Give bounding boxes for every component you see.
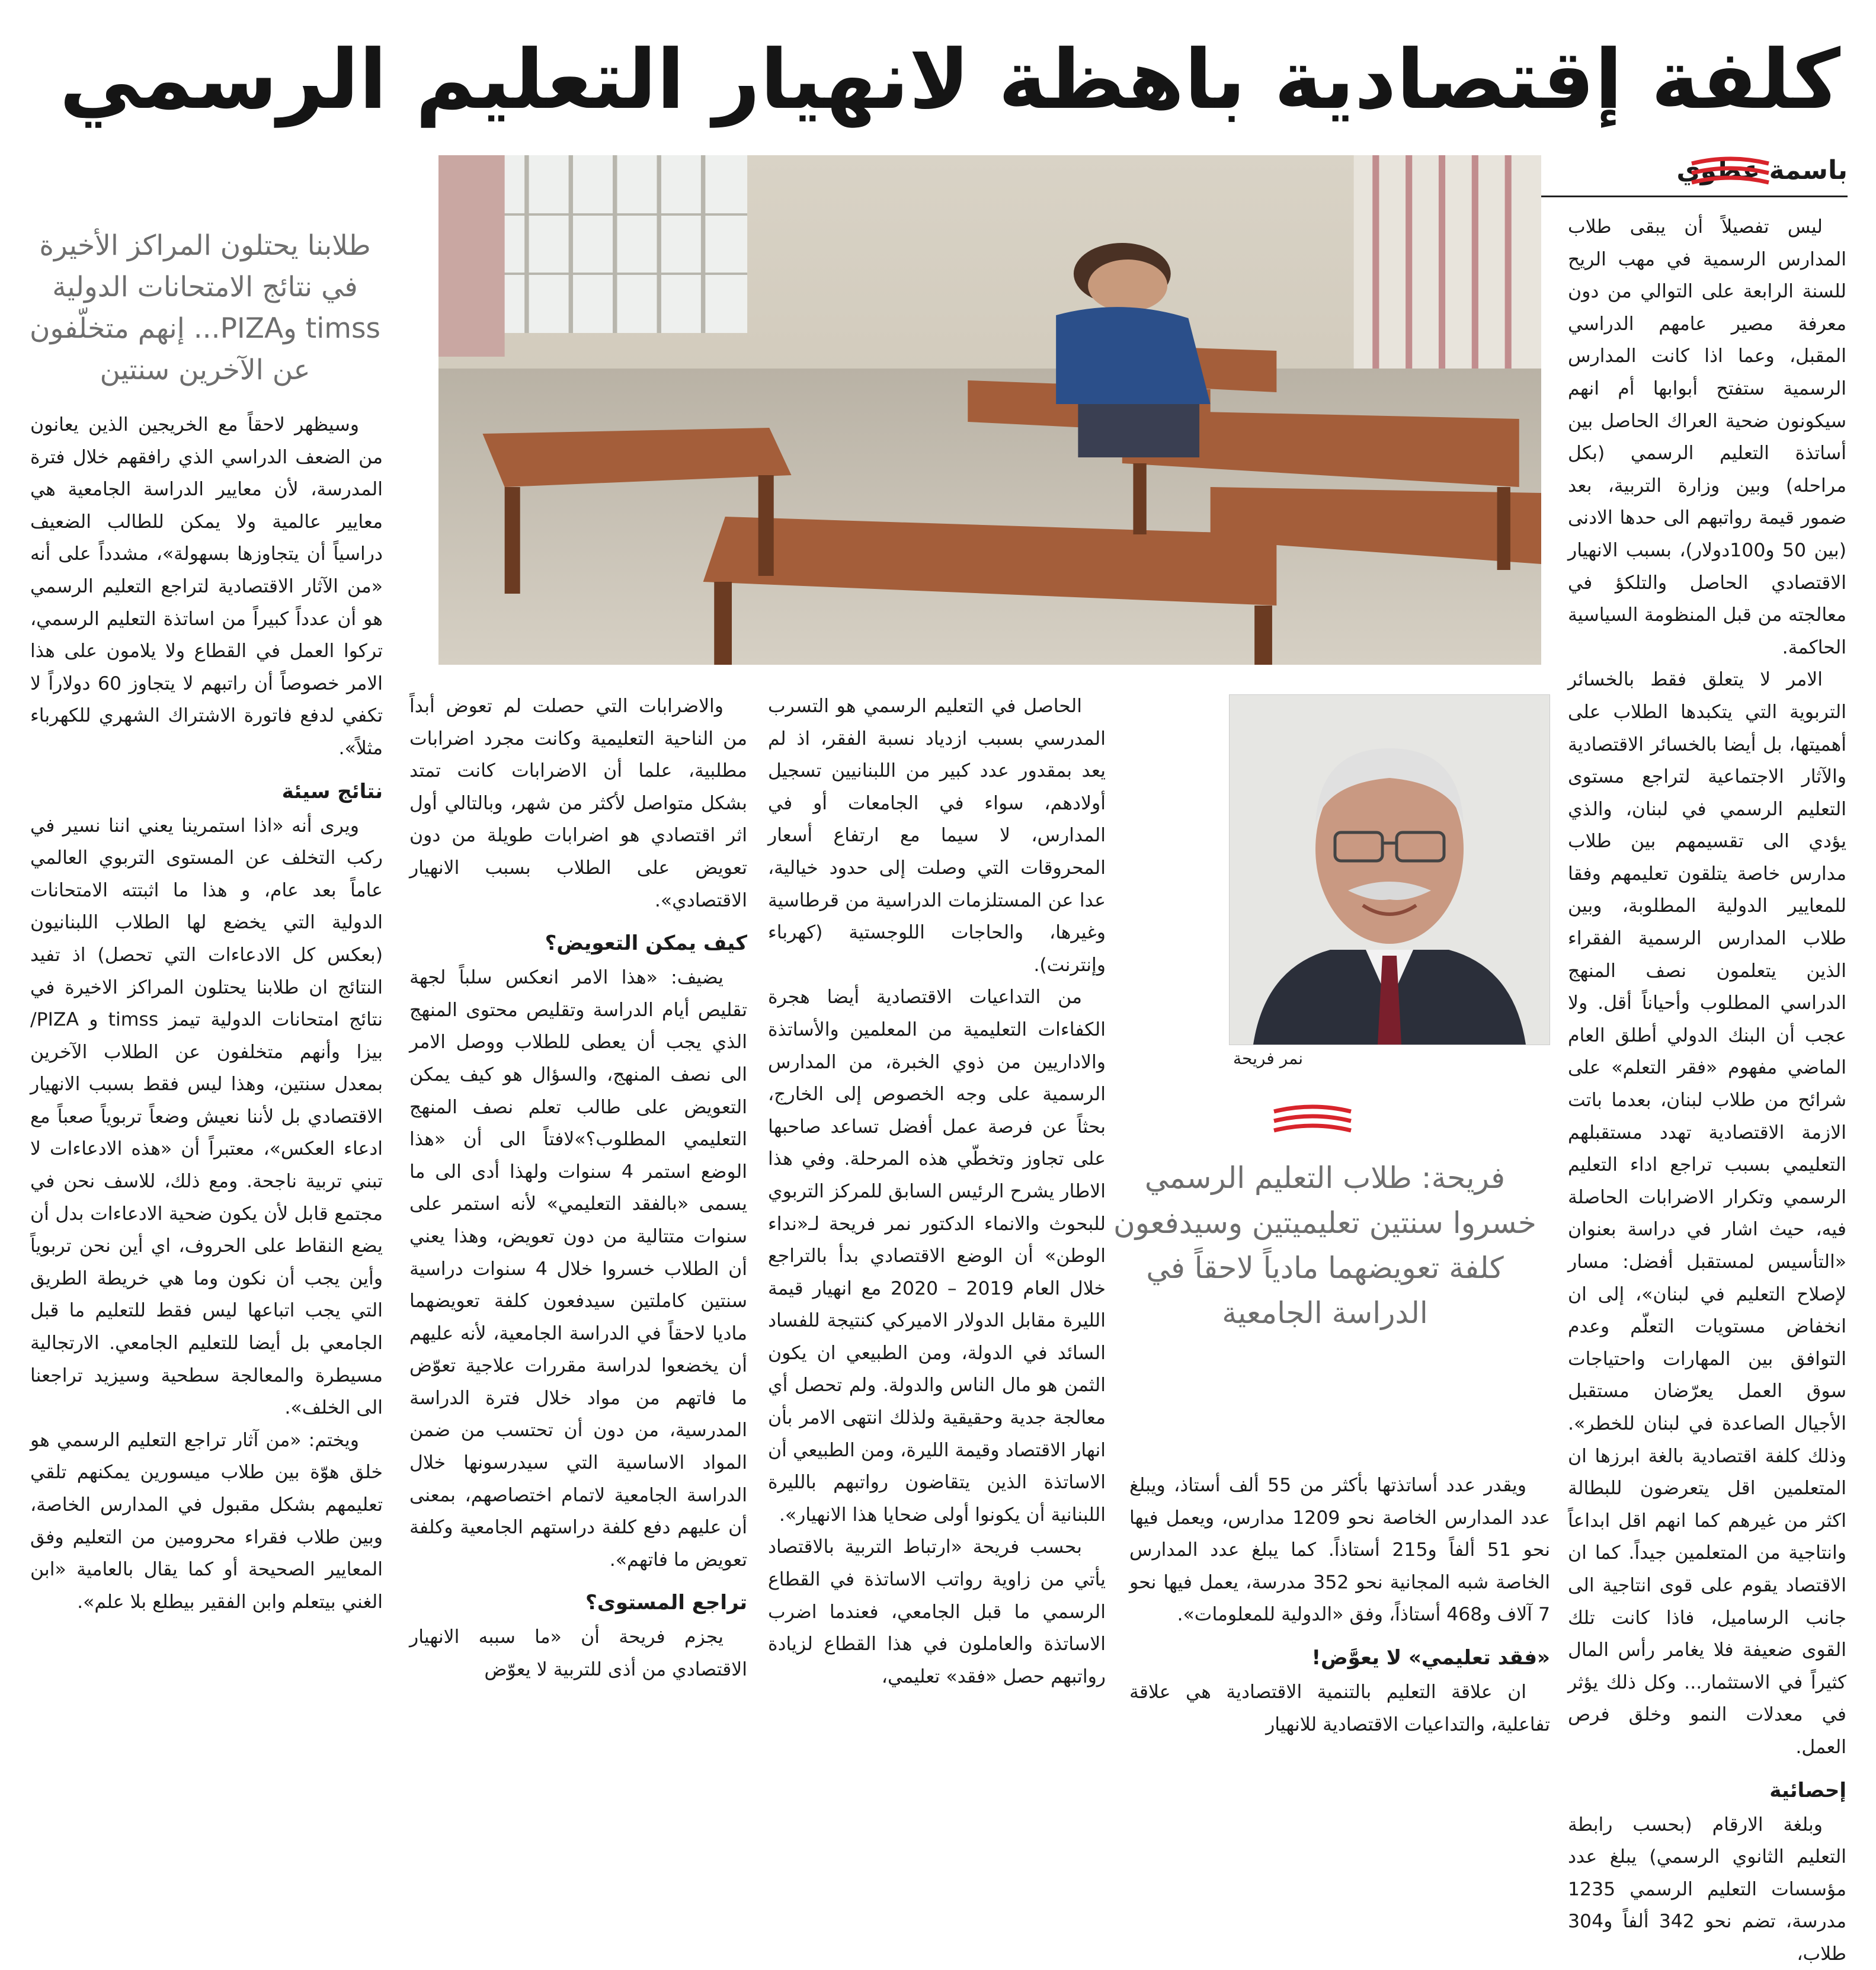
paragraph: يضيف: «هذا الامر انعكس سلباً لجهة تقليص أيام الدراسة وتقليص محتوى المنهج الذي يجب أن يعطى للطلاب ووصل الامر الى نصف المنهج، والسؤال هو كيف يمكن التعويض على طالب تعلم نصف المنهج التعليمي المطلوب؟»لافتاً الى أن «هذا الوضع استمر 4 سنوات ولهذا أدى الى ما يسمى «بالفقد التعليمي» لأنه استمر على سنوات متتالية من دون تعويض، وهذا يعني أن الطلاب خسروا خلال 4 سنوات دراسية سنتين كاملتين سيدفعون كلفة تعويضهما ماديا لاحقاً في الدراسة الجامعية، لأنه عليهم أن يخضعوا لدراسة مقررات علاجية تعوّض ما فاتهم من مواد خلال فترة الدراسة المدرسية، من دون أن تحتسب من ضمن المواد الاساسية التي سيدرسونها خلال الدراسة الجامعية لاتمام اختصاصهم، بمعنى أن عليهم دفع كلفة دراستهم الجامعية وكلفة تعويض ما فاتهم». — [409, 962, 747, 1576]
portrait-caption: نمر فريحة — [1233, 1049, 1541, 1068]
cedar-stripes-icon — [1689, 155, 1772, 191]
paragraph: الامر لا يتعلق فقط بالخسائر التربوية التي يتكبدها الطلاب على أهميتها، بل أيضا بالخسائر الاقتصادية والآثار الاجتماعية لتراجع مستوى التعليم الرسمي في لبنان، والذي يؤدي الى تقسيمهم بين طلاب مدارس خاصة يتلقون تعليمهم وفقا للمعايير الدولية المطلوبة، وبين طلاب المدارس الرسمية الفقراء الذين يتعلمون نصف المنهج الدراسي المطلوب وأحياناً أقل. ولا عجب أن البنك الدولي أطلق العام الماضي مفهوم «فقر التعلم» على شرائح من طلاب لبنان، بعدما باتت الازمة الاقتصادية تهدد مستقبلهم التعليمي بسبب تراجع اداء التعليم الرسمي وتكرار الاضرابات الحاصلة فيه، حيث اشار في دراسة بعنوان «التأسيس لمستقبل أفضل: مسار لإصلاح التعليم في لبنان»، إلى ان انخفاض مستويات التعلّم وعدم التوافق بين المهارات واحتياجات سوق العمل يعرّضان مستقبل الأجيال الصاعدة في لبنان للخطر». وذلك كلفة اقتصادية بالغة ابرزها ان المتعلمين اقل يتعرضون للبطالة اكثر من غيرهم كما انهم اقل ابداعاً وانتاجية من المتعلمين جيداً. كما ان الاقتصاد يقوم على قوى انتاجية الى جانب الرساميل، فاذا كانت تلك القوى ضعيفة فلا يغامر رأس المال كثيراً في الاستثمار... وكل ذلك يؤثر في معدلات النمو وخلق فرص العمل. — [1568, 664, 1846, 1763]
paragraph: ليس تفصيلاً أن يبقى طلاب المدارس الرسمية في مهب الريح للسنة الرابعة على التوالي من دون معرفة مصير عامهم الدراسي المقبل، وعما اذا كانت المدارس الرسمية ستفتح أبوابها أم انهم سيكونون ضحية العراك الحاصل بين أساتذة التعليم الرسمي (بكل مراحله) وبين وزارة التربية، بعد ضمور قيمة رواتبهم الى حدها الادنى (بين 50 و100دولار)، بسبب الانهيار الاقتصادي الحاصل والتلكؤ في معالجته من قبل المنظومة السياسية الحاكمة. — [1568, 211, 1846, 664]
paragraph: ان علاقة التعليم بالتنمية الاقتصادية هي علاقة تفاعلية، والتداعيات الاقتصادية للانهيار — [1129, 1676, 1550, 1741]
article-column-4 — [409, 690, 747, 1751]
paragraph: يجزم فريحة أن «ما سببه الانهيار الاقتصادي من أذى للتربية لا يعوّض — [409, 1621, 747, 1686]
paragraph: بحسب فريحة «ارتباط التربية بالاقتصاد يأتي من زاوية رواتب الاساتذة في القطاع الرسمي ما قبل الجامعي، فعندما اضرب الاساتذة والعاملون في هذا القطاع لزيادة رواتبهم حصل «فقد» تعليمي، — [768, 1531, 1106, 1693]
portrait-photo — [1229, 694, 1550, 1045]
paragraph: ويقدر عدد أساتذتها بأكثر من 55 ألف أستاذ، ويبلغ عدد المدارس الخاصة نحو 1209 مدارس، ويعمل فيها نحو 51 ألفاً و215 أستاذاً. كما يبلغ عدد المدارس الخاصة شبه المجانية نحو 352 مدرسة، يعمل فيها نحو 7 آلاف و468 أستاذاً، وفق «الدولية للمعلومات». — [1129, 1469, 1550, 1631]
cedar-stripes-icon — [1271, 1103, 1354, 1139]
paragraph: وبلغة الارقام (بحسب رابطة التعليم الثانوي الرسمي) يبلغ عدد مؤسسات التعليم الرسمي 1235 مدرسة، تضم نحو 342 ألفاً و304 طلاب، — [1568, 1809, 1846, 1970]
article-column-3 — [768, 690, 1106, 1751]
author-byline: باسمة عطوي — [1468, 155, 1848, 185]
pull-quote: فريحة: طلاب التعليم الرسمي خسروا سنتين تعليميتين وسيدفعون كلفة تعويضهما مادياً لاحقاً في الدراسة الجامعية — [1100, 1155, 1550, 1335]
article-column-5 — [30, 409, 383, 1742]
section-heading: نتائج سيئة — [30, 776, 383, 808]
article-column-1 — [1568, 211, 1846, 1745]
paragraph: من التداعيات الاقتصادية أيضا هجرة الكفاءات التعليمية من المعلمين والأساتذة والاداريين من ذوي الخبرة، من المدارس الرسمية على وجه الخصوص إلى الخارج، بحثاً عن فرصة عمل أفضل تساعد صاحبها على تجاوز وتخطّي هذه المرحلة. وفي هذا الاطار يشرح الرئيس السابق للمركز التربوي للبحوث والانماء الدكتور نمر فريحة لـ«نداء الوطن» أن الوضع الاقتصادي بدأ بالتراجع خلال العام 2019 – 2020 مع انهيار قيمة الليرة مقابل الدولار الاميركي كنتيجة للفساد السائد في الدولة، ومن الطبيعي ان يكون الثمن هو مال الناس والدولة. ولم تحصل أي معالجة جدية وحقيقية ولذلك انتهى الامر بأن انهار الاقتصاد وقيمة الليرة، ومن الطبيعي أن الاساتذة الذين يتقاضون رواتبهم بالليرة اللبنانية أن يكونوا أولى ضحايا هذا الانهيار». — [768, 981, 1106, 1531]
paragraph: وسيظهر لاحقاً مع الخريجين الذين يعانون من الضعف الدراسي الذي رافقهم خلال فترة المدرسة، لأن معايير الدراسة الجامعية هي معايير عالمية ولا يمكن للطالب الضعيف دراسياً أن يتجاوزها بسهولة»، مشدداً على أنه «من الآثار الاقتصادية لتراجع التعليم الرسمي هو أن عدداً كبيراً من اساتذة التعليم الرسمي، تركوا العمل في القطاع ولا يلامون على هذا الامر خصوصاً أن راتبهم لا يتجاوز 60 دولاراً لا تكفي لدفع فاتورة الاشتراك الشهري للكهرباء مثلاً». — [30, 409, 383, 765]
paragraph: ويختم: «من آثار تراجع التعليم الرسمي هو خلق هوّة بين طلاب ميسورين يمكنهم تلقي تعليمهم بشكل مقبول في المدارس الخاصة، وبين طلاب فقراء محرومين من التعليم وفق المعايير الصحيحة أو كما يقال بالعامية «ابن الغني بيتعلم وابن الفقير بيطلع بلا علم». — [30, 1424, 383, 1619]
section-heading: إحصائية — [1568, 1774, 1846, 1806]
section-heading: كيف يمكن التعويض؟ — [409, 927, 747, 959]
section-heading: تراجع المستوى؟ — [409, 1587, 747, 1619]
pull-quote: طلابنا يحتلون المراكز الأخيرة في نتائج الامتحانات الدولية timss وPIZA... إنهم متخلّفون عن الآخرين سنتين — [27, 225, 383, 391]
paragraph: والاضرابات التي حصلت لم تعوض أبداً من الناحية التعليمية وكانت مجرد اضرابات مطلبية، علما أن الاضرابات كانت تمتد بشكل متواصل لأكثر من شهر، وبالتالي أول اثر اقتصادي هو اضرابات طويلة من دون تعويض على الطلاب بسبب الانهيار الاقتصادي». — [409, 690, 747, 917]
paragraph: ويرى أنه «اذا استمرينا يعني اننا نسير في ركب التخلف عن المستوى التربوي العالمي عاماً بعد عام، و هذا ما اثبتته الامتحانات الدولية التي يخضع لها الطلاب اللبنانيون (بعكس كل الادعاءات التي تحصل) اذ تفيد النتائج ان طلابنا يحتلون المراكز الاخيرة في نتائج امتحانات الدولية تيمز timss و PIZA/ بيزا وأنهم متخلفون عن الطلاب الآخرين بمعدل سنتين، وهذا ليس فقط بسبب الانهيار الاقتصادي بل لأننا نعيش وضعاً تربوياً صعباً مع ادعاء العكس»، معتبراً أن «هذه الادعاءات لا تبني تربية ناجحة. ومع ذلك، للاسف نحن في مجتمع قابل لأن يكون ضحية الادعاءات بدل أن يضع النقاط على الحروف، اي أين نحن تربوياً وأين يجب أن نكون وما هي خريطة الطريق التي يجب اتباعها ليس فقط للتعليم ما قبل الجامعي بل أيضا للتعليم الجامعي. الارتجالية مسيطرة والمعالجة سطحية وسيزيد تراجعنا الى الخلف». — [30, 810, 383, 1424]
article-column-2 — [1129, 1469, 1550, 1748]
section-heading: «فقد تعليمي» لا يعوَّض! — [1129, 1642, 1550, 1674]
paragraph: الحاصل في التعليم الرسمي هو التسرب المدرسي بسبب ازدياد نسبة الفقر، اذ لم يعد بمقدور عدد كبير من اللبنانيين تسجيل أولادهم، سواء في الجامعات أو في المدارس، لا سيما مع ارتفاع أسعار المحروقات التي وصلت إلى حدود خيالية، عدا عن المستلزمات الدراسية من قرطاسية وغيرها، والحاجات اللوجستية (كهرباء وإنترنت). — [768, 690, 1106, 981]
page-headline: كلفة إقتصادية باهظة لانهيار التعليم الرسمي — [278, 24, 1840, 136]
classroom-photo — [438, 155, 1541, 665]
